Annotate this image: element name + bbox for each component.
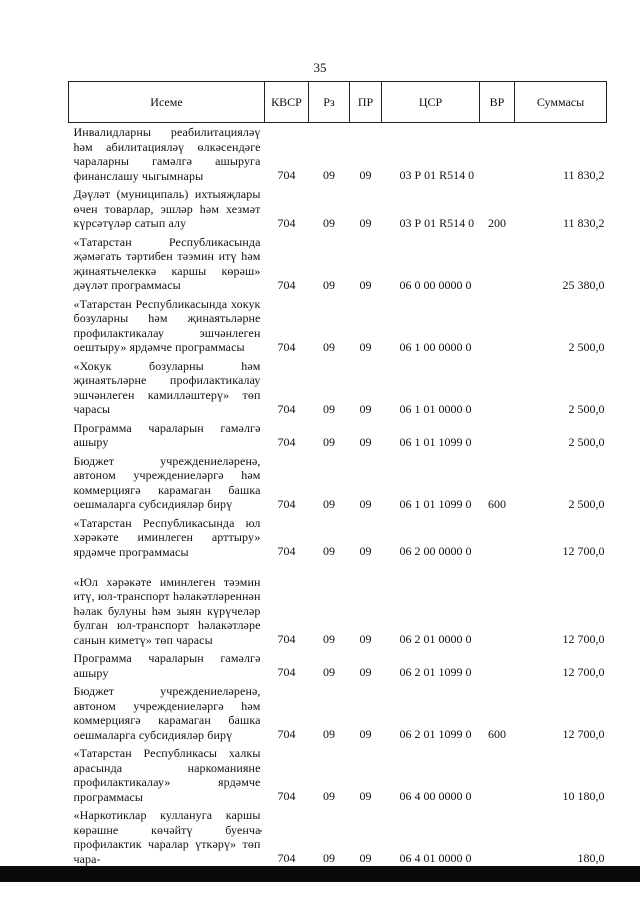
header-pr: ПР — [350, 82, 382, 123]
row-csr: 06 1 01 0000 0 — [399, 401, 472, 416]
table-row — [69, 682, 607, 744]
row-sum: 10 180,0 — [562, 789, 605, 803]
row-kvsr: 704 — [277, 401, 296, 416]
row-rz: 09 — [323, 215, 335, 230]
row-csr: 06 2 01 0000 0 — [399, 632, 472, 646]
row-sum: 12 700,0 — [562, 544, 605, 558]
row-pr: 09 — [359, 401, 372, 416]
row-kvsr: 704 — [277, 632, 296, 646]
row-csr: 06 4 01 0000 0 — [399, 851, 472, 865]
row-pr: 09 — [359, 544, 372, 558]
row-rz: 09 — [323, 168, 335, 182]
row-vr — [480, 514, 515, 562]
row-sum: 11 830,2 — [562, 168, 605, 182]
row-sum: 2 500,0 — [568, 434, 605, 449]
row-rz: 09 — [323, 727, 335, 741]
row-csr: 03 Р 01 R514 0 — [399, 215, 475, 230]
row-pr: 09 — [359, 665, 372, 679]
row-name: «Татарстан Республикасында юл хәрәкәте иминлеген арттыру» ярдәмче программасы — [73, 515, 261, 559]
row-kvsr: 704 — [277, 727, 296, 741]
table-row — [69, 514, 607, 562]
row-kvsr: 704 — [277, 789, 296, 803]
scan-bottom-bar — [0, 866, 640, 882]
row-kvsr: 704 — [277, 434, 296, 449]
table-row — [69, 295, 607, 357]
table-row — [69, 123, 607, 186]
row-vr: 200 — [488, 215, 506, 230]
row-vr: 600 — [488, 496, 506, 511]
row-sum: 180,0 — [577, 851, 605, 865]
row-csr: 06 2 00 0000 0 — [399, 544, 472, 558]
row-kvsr: 704 — [277, 339, 296, 354]
row-vr: 600 — [488, 727, 506, 741]
header-sum: Суммасы — [515, 82, 607, 123]
row-vr — [480, 295, 515, 357]
row-rz: 09 — [323, 544, 335, 558]
row-name: «Юл хәрәкәте иминлеген тәэмин итү, юл-транспорт һәлакәтләреннән һәлак булуны һәм зыян күрүчеләр булган юл-транспорт һәлакәтләре санын киметү» төп чарасы — [73, 574, 261, 647]
row-vr — [480, 649, 515, 682]
header-vr: ВР — [480, 82, 515, 123]
row-name: «Наркотиклар кулланугa каршы көрәшне көчәйтү буенча профилактик чаралар үткәрү» төп чара- — [73, 808, 261, 866]
row-rz: 09 — [323, 851, 335, 865]
row-csr: 06 1 01 1099 0 — [399, 496, 472, 511]
row-rz: 09 — [323, 665, 335, 679]
header-csr: ЦСР — [382, 82, 480, 123]
row-csr: 06 1 00 0000 0 — [399, 339, 472, 354]
row-name: Программа чараларын гамәлгә ашыру — [73, 651, 261, 680]
row-kvsr: 704 — [277, 168, 296, 182]
table-row — [69, 419, 607, 452]
row-csr: 06 1 01 1099 0 — [399, 434, 472, 449]
row-name: Инвалидларны реабилитацияләү һәм абилитацияләү өлкәсендәге чараларны гамәлгә ашыруга финанслашу чыгымнары — [73, 125, 261, 183]
row-pr: 09 — [359, 789, 372, 803]
row-name: Программа чараларын гамәлгә ашыру — [73, 420, 261, 449]
row-sum: 12 700,0 — [562, 665, 605, 679]
row-name: «Татарстан Республикасында хокук бозуларны һәм җинаятьләрне профилактикалау эшчәнлеген оештыру» ярдәмче программасы — [73, 296, 261, 354]
row-name: «Татарстан Республикасында җәмәгать тәртибен тәэмин итү һәм җинаятьчелеккә каршы көрәш» дәүләт программасы — [73, 234, 261, 292]
row-sum: 12 700,0 — [562, 727, 605, 741]
row-rz: 09 — [323, 339, 335, 354]
page-number: 35 — [313, 60, 327, 75]
row-pr: 09 — [359, 277, 372, 292]
row-csr: 06 2 01 1099 0 — [399, 665, 472, 679]
budget-table — [68, 81, 607, 868]
row-sum: 11 830,2 — [562, 215, 605, 230]
row-vr — [480, 806, 515, 868]
row-vr — [480, 419, 515, 452]
row-pr: 09 — [359, 339, 372, 354]
row-kvsr: 704 — [277, 544, 296, 558]
row-vr — [480, 233, 515, 295]
row-pr: 09 — [359, 168, 372, 182]
scan-speck — [260, 830, 262, 832]
row-pr: 09 — [359, 727, 372, 741]
table-row — [69, 185, 607, 233]
row-sum: 12 700,0 — [562, 632, 605, 646]
row-pr: 09 — [359, 215, 372, 230]
header-kvsr: КВСР — [265, 82, 309, 123]
row-rz: 09 — [323, 401, 335, 416]
row-kvsr: 704 — [277, 277, 296, 292]
table-row — [69, 744, 607, 806]
row-csr: 06 4 00 0000 0 — [399, 789, 472, 803]
row-vr — [480, 561, 515, 649]
row-rz: 09 — [323, 277, 335, 292]
row-pr: 09 — [359, 434, 372, 449]
row-sum: 2 500,0 — [568, 496, 605, 511]
row-kvsr: 704 — [277, 665, 296, 679]
row-csr: 06 2 01 1099 0 — [399, 727, 472, 741]
row-kvsr: 704 — [277, 496, 296, 511]
row-name: Бюджет учреждениеләренә, автоном учреждениеләргә һәм коммерциягә карамаган башка оешмаларга субсидияләр бирү — [73, 453, 261, 511]
row-csr: 06 0 00 0000 0 — [399, 277, 472, 292]
table-header-row — [69, 82, 607, 123]
table-row — [69, 452, 607, 514]
row-vr — [480, 357, 515, 419]
row-pr: 09 — [359, 496, 372, 511]
row-rz: 09 — [323, 496, 335, 511]
row-rz: 09 — [323, 632, 335, 646]
row-vr — [480, 744, 515, 806]
row-pr: 09 — [359, 851, 372, 865]
row-rz: 09 — [323, 789, 335, 803]
row-sum: 2 500,0 — [568, 339, 605, 354]
row-kvsr: 704 — [277, 851, 296, 865]
row-pr: 09 — [359, 632, 372, 646]
table-row — [69, 357, 607, 419]
row-sum: 2 500,0 — [568, 401, 605, 416]
row-name: Бюджет учреждениеләренә, автоном учреждениеләргә һәм коммерциягә карамаган башка оешмаларга субсидияләр бирү — [73, 684, 261, 742]
table-row — [69, 233, 607, 295]
row-rz: 09 — [323, 434, 335, 449]
table-row — [69, 561, 607, 649]
row-name: Дәүләт (муниципаль) ихтыяҗлары өчен товарлар, эшләр һәм хезмәт күрсәтүләр сатып алу — [73, 187, 261, 230]
row-name: «Татарстан Республикасы халкы арасында наркоманияне профилактикалау» ярдәмче программасы — [73, 746, 261, 804]
header-name: Исеме — [69, 82, 265, 123]
row-kvsr: 704 — [277, 215, 296, 230]
row-sum: 25 380,0 — [562, 277, 605, 292]
header-rz: Рз — [309, 82, 350, 123]
row-name: «Хокук бозуларны һәм җинаятьләрне профилактикалау эшчәнлеген камилләштерү» төп чарасы — [73, 358, 261, 416]
row-csr: 03 Р 01 R514 0 — [399, 168, 475, 182]
table-row — [69, 806, 607, 868]
table-row — [69, 649, 607, 682]
row-vr — [480, 123, 515, 186]
